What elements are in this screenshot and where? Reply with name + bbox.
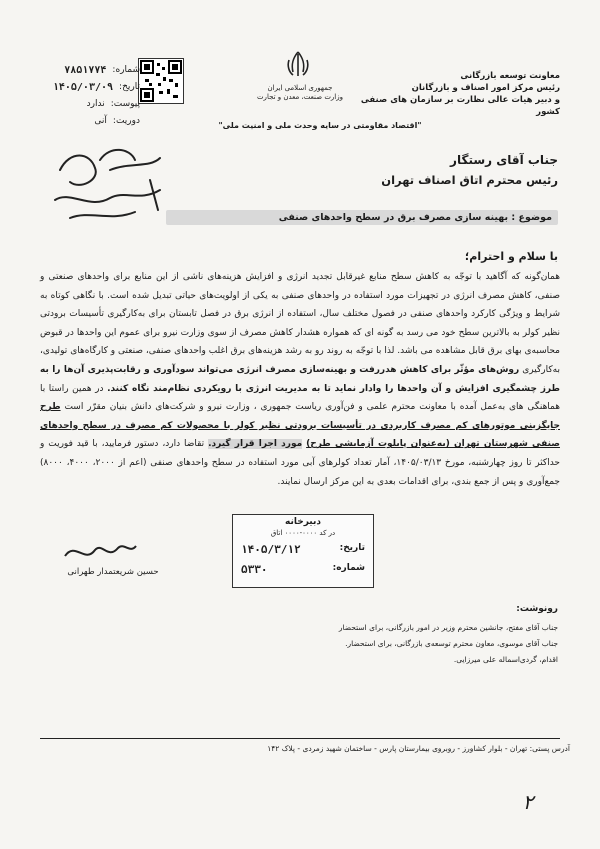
letter-body [40, 268, 560, 491]
letter-subject: موضوع : بهینه سازی مصرف برق در سطح واحدهای صنفی [166, 210, 558, 225]
stamp-number-label: شماره: [332, 563, 365, 573]
greeting: با سلام و احترام؛ [464, 250, 558, 263]
meta-urgency-label: دوریت: [112, 116, 140, 126]
meta-attachment-label: پیوست: [110, 99, 140, 109]
addressee [278, 150, 558, 190]
org-line-1: معاونت توسعه بازرگانی [460, 71, 560, 81]
body-coordination: در همین راستا با هماهنگی های به‌عمل آمده با معاونت محترم علمی و فن‌آوری ریاست جمهوری ، وزارت نیرو و شرکت‌های دانش بنیان مقرّر است [40, 383, 561, 413]
stamp-date-value: ۱۴۰۵/۳/۱۲ [241, 543, 301, 556]
sender-organization [360, 70, 560, 118]
qr-code-icon [139, 59, 183, 103]
qr-code [138, 58, 184, 104]
page-number: ۲ [522, 790, 534, 814]
addressee-title: رئیس محترم اتاق اصناف تهران [381, 173, 558, 187]
handwritten-page-number [508, 790, 548, 820]
secretariat-stamp [232, 514, 374, 588]
cc-title: رونوشت: [516, 604, 558, 614]
stamp-number-row [241, 563, 365, 576]
stamp-title: دبیرخانه [285, 517, 321, 527]
meta-urgency-value: آنی [94, 116, 107, 126]
signer-name: حسین شریعتمدار طهرانی [67, 567, 159, 577]
cc-item: جناب آقای موسوی، معاون محترم توسعه‌ی بازرگانی، برای استحضار. [345, 639, 558, 648]
body-bold-sentence: روش‌های مؤثّر برای کاهش هدررفت و بهینه‌سازی مصرف انرژی می‌تواند سودآوری و رقابت‌پذیری آن‌ها را به طرز چشمگیری افزایش و آن واحدها را وادار نماید تا به مدیریت انرژی با رویکردی نظام‌مند نگاه کنند. [40, 364, 560, 394]
stamp-date-row [241, 543, 365, 556]
meta-date-row [52, 79, 140, 96]
stamp-subtitle: در کد ۰۰۰۰-۰۰۰۰ اتاق [270, 529, 336, 537]
emblem-caption [240, 84, 360, 102]
cc-item: اقدام، گردی‌اسماله علی میرزایی. [453, 655, 558, 664]
iran-emblem-icon [281, 50, 315, 80]
emblem-line-2: وزارت صنعت، معدن و تجارت [256, 93, 344, 101]
body-paragraph [40, 268, 560, 491]
handwritten-annotation-icon [40, 140, 180, 230]
stamp-number-value: ۵۳۳۰ [241, 563, 268, 576]
letter-meta [52, 62, 140, 130]
body-underlined-plan: طرح جایگزینی موتورهای کم مصرف کاربردی در تأسیسات برودتی نظیر کولر با محصولات کم مصرف در سطح واحدهای صنفی شهرستان تهران (به‌عنوان پایلوت آزمایشی طرح) [40, 402, 560, 450]
meta-number-label: شماره: [112, 65, 140, 75]
cc-list [228, 620, 558, 668]
postal-address: آدرس پستی: تهران - بلوار کشاورز - روبروی بیمارستان پارس - ساختمان شهید زمردی - پلاک ۱۴۲ [267, 744, 570, 753]
meta-attachment-value: ندارد [86, 99, 105, 109]
org-line-3: و دبیر هیات عالی نظارت بر سازمان های صنفی کشور [360, 95, 560, 117]
stamp-date-label: تاریخ: [339, 543, 365, 553]
meta-number-value: ۷۸۵۱۷۷۴ [64, 65, 107, 76]
signature-icon [60, 536, 140, 566]
meta-number-row [60, 62, 140, 79]
footer-divider [40, 738, 560, 739]
addressee-name: جناب آقای رستگار [450, 153, 558, 167]
body-plan-execution: مورد اجرا قرار گیرد. [208, 439, 303, 450]
meta-attachment-row [60, 96, 140, 113]
emblem-line-1: جمهوری اسلامی ایران [267, 84, 333, 92]
slogan: "اقتصاد مقاومتی در سایه وحدت ملی و امنیت ملی" [218, 121, 422, 130]
body-intro: همان‌گونه که آگاهید با توجّه به کاهش سطح منابع غیرقابل تجدید انرژی و افزایش هزینه‌های ناشی از این منابع برای واحدهای صنعتی و صنفی، کاهش مصرف انرژی در تجهیزات مورد استفاده در واحدهای صنفی به یکی از اولویت‌های حیاتی تبدیل شده است. با نگاهی کوتاه به شرایط و ویژگی کارکرد واحدهای صنفی در فصول مختلف سال، استفاده از انرژی برق در فصل تابستان برای به‌کارگیری تأسیسات برودتی نظیر کولر به بالاترین سطح خود می رسد به گونه ای که همواره هشدار کاهش مصرف از سوی وزارت نیرو برای عموم این واحدها در قبوض محاسبه‌ی بهای برق قابل مشاهده می باشد. لذا با توجّه به روند رو به رشد هزینه‌های برق اغلب واحدهای صنفی، صنعتی و کارگاه‌های تولیدی، به‌کارگیری [40, 272, 560, 375]
meta-urgency-row [60, 113, 140, 130]
body-request: تقاضا دارد، دستور فرمایید، با قید فوریت و حداکثر تا روز چهارشنبه، مورخ ۱۴۰۵/۰۳/۱۳، آمار تعداد کولرهای آبی مورد استفاده در سطح واحدهای صنفی (اعم از ۲۰۰۰، ۴۰۰۰، ۸۰۰۰) جمع‌آوری و پس از جمع بندی، برای اقدامات بعدی به این مرکز ارسال نمایند. [40, 439, 560, 487]
meta-date-value: ۱۴۰۵/۰۳/۰۹ [52, 82, 114, 93]
org-line-2: رئیس مرکز امور اصناف و بازرگانان [411, 83, 560, 93]
meta-date-label: تاریخ: [119, 82, 140, 92]
cc-item: جناب آقای مفتح، جانشین محترم وزیر در امور بازرگانی، برای استحضار [338, 623, 558, 632]
